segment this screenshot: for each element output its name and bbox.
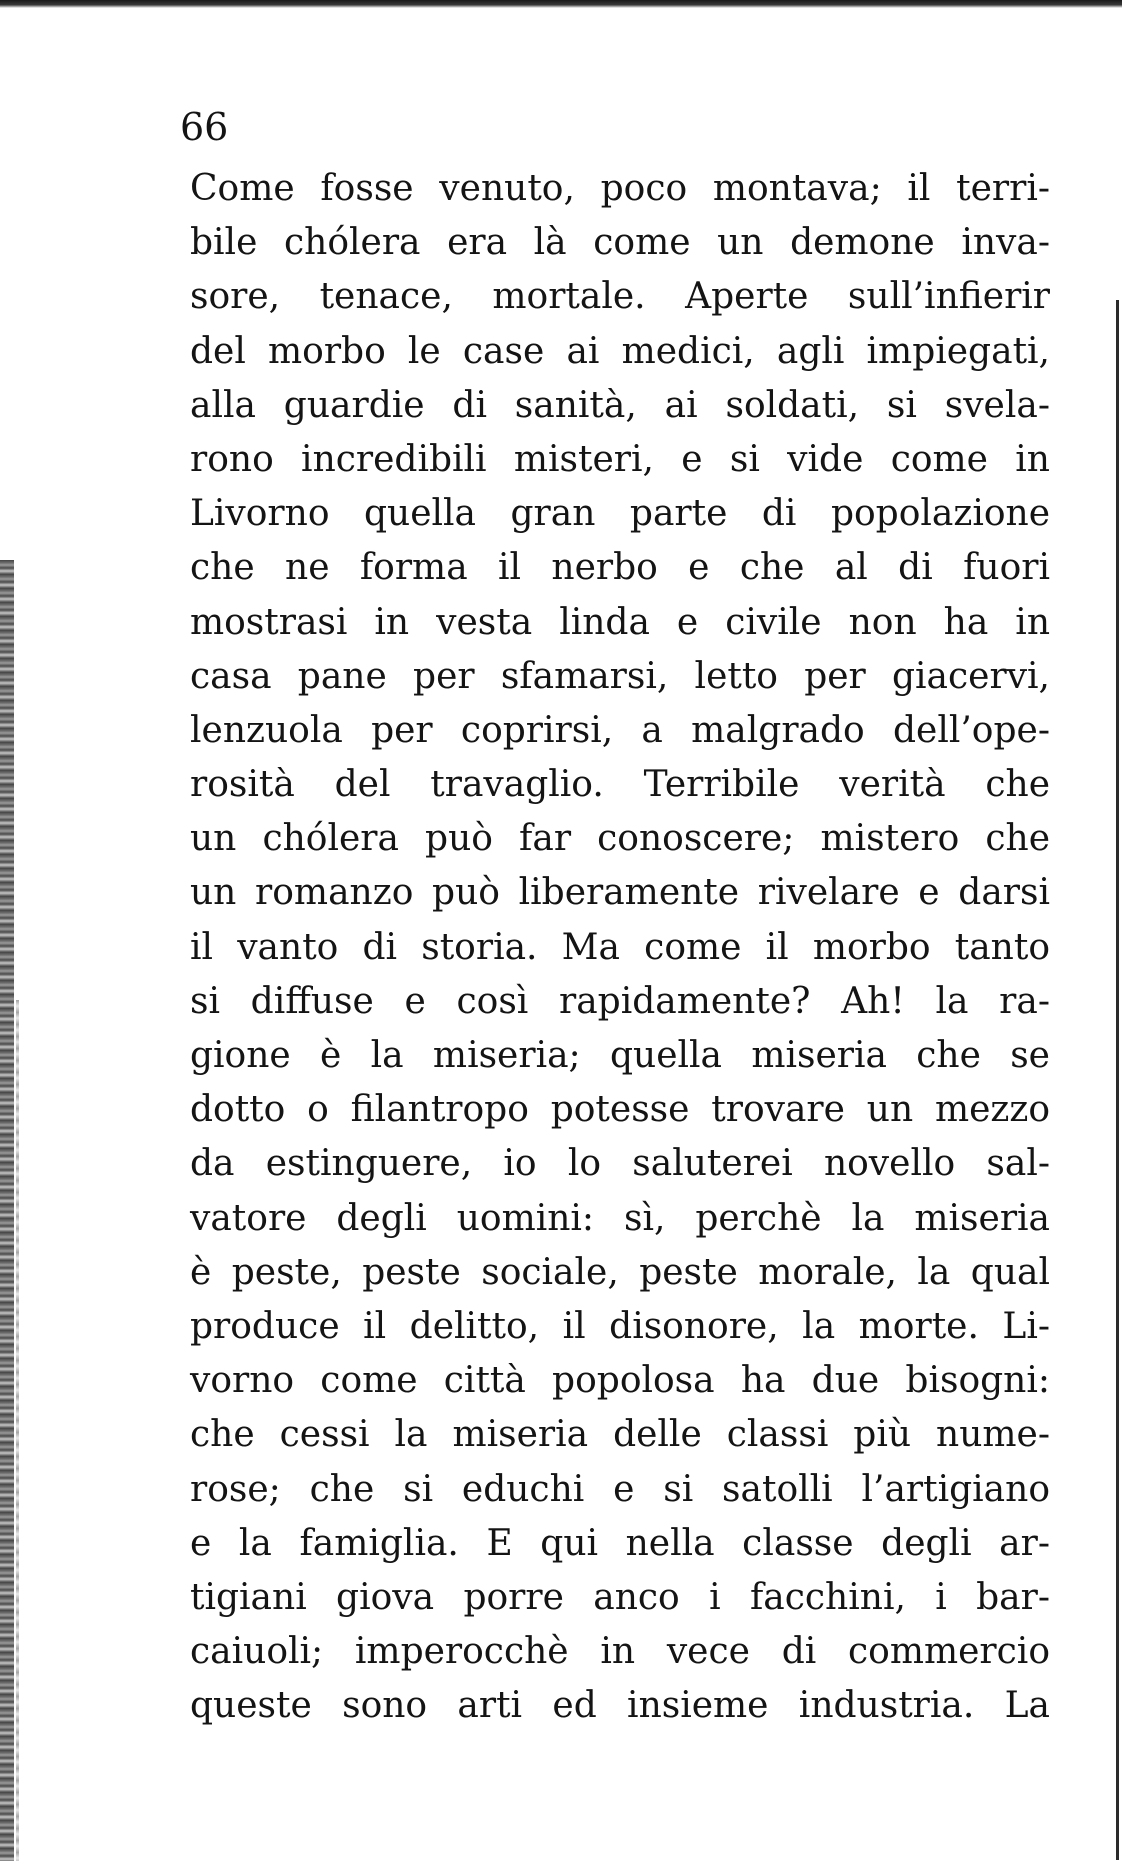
text-line: casa pane per sfamarsi, letto per giacervi, [190,655,1050,697]
text-line: vatore degli uomini: sì, perchè la miseria [190,1197,1050,1239]
text-line: dotto o filantropo potesse trovare un mezzo [190,1089,1050,1131]
text-line: gione è la miseria; quella miseria che se [190,1035,1050,1076]
text-line: lenzuola per coprirsi, a malgrado dell’ope- [190,709,1050,751]
text-line: rono incredibili misteri, e si vide come in [190,438,1050,480]
text-line: produce il delitto, il disonore, la morte. Li- [190,1305,1050,1347]
text-line: bile chólera era là come un demone inva- [190,222,1050,264]
text-line: e la famiglia. E qui nella classe degli ar- [190,1522,1050,1564]
text-line: alla guardie di sanità, ai soldati, si svela- [190,384,1050,426]
text-line: un romanzo può liberamente rivelare e darsi [190,872,1050,914]
text-line: Come fosse venuto, poco montava; il terri- [190,168,1050,209]
text-line: sore, tenace, mortale. Aperte sull’infierir [190,276,1050,318]
text-line: si diffuse e così rapidamente? Ah! la ra- [190,980,1050,1022]
text-line: del morbo le case ai medici, agli impiegati, [190,330,1050,372]
text-line: tigiani giova porre anco i facchini, i bar- [190,1576,1050,1618]
body-text [190,162,1050,1733]
text-line: rosità del travaglio. Terribile verità che [190,764,1050,806]
text-line: da estinguere, io lo saluterei novello sal- [190,1143,1050,1185]
text-line: rose; che si educhi e si satolli l’artigiano [190,1468,1050,1510]
text-line: il vanto di storia. Ma come il morbo tanto [190,926,1050,968]
text-line: che cessi la miseria delle classi più nume- [190,1414,1050,1456]
text-line: caiuoli; imperocchè in vece di commercio [190,1631,1050,1673]
right-page-edge [1116,300,1119,1860]
page-number: 66 [180,105,229,149]
text-line: un chólera può far conoscere; mistero che [190,818,1050,860]
top-edge-shadow [0,0,1122,8]
binding-edge-thin [16,1000,19,1861]
text-line: queste sono arti ed insieme industria. La [190,1685,1050,1727]
text-line: che ne forma il nerbo e che al di fuori [190,547,1050,589]
binding-edge [0,560,14,1861]
text-line: vorno come città popolosa ha due bisogni: [190,1360,1050,1402]
text-line: mostrasi in vesta linda e civile non ha in [190,601,1050,643]
text-line: è peste, peste sociale, peste morale, la qual [190,1251,1050,1293]
text-line: Livorno quella gran parte di popolazione [190,493,1050,535]
